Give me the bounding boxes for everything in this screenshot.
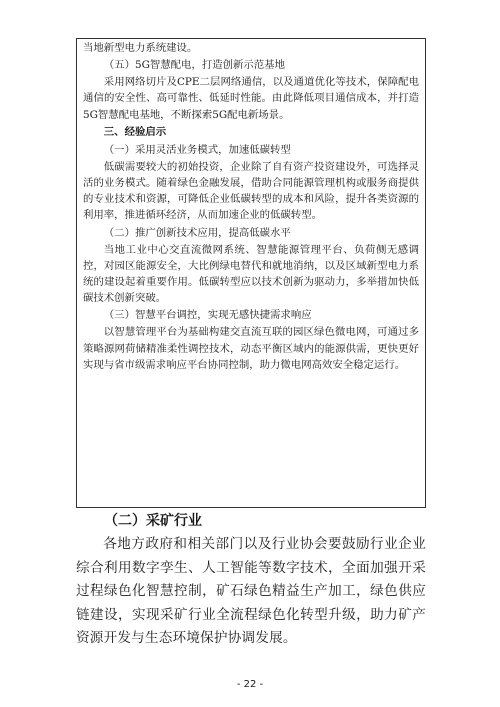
main-paragraph-mining: 各地方政府和相关部门以及行业协会要鼓励行业企业综合利用数字孪生、人工智能等数字技术，全面加强开采过程绿色化智慧控制，矿石绿色精益生产加工，绿色供应链建设，实现采矿行业全流程绿色化转型升级，助力矿产资源开发与生态环境保护协调发展。 [76, 536, 426, 647]
heading-smart-platform: （三）智慧平台调控，实现无感快捷需求响应 [103, 309, 312, 322]
heading-innovation-tech: （二）推广创新技术应用，提高低碳水平 [103, 226, 291, 239]
heading-flexible-business-model: （一）采用灵活业务模式，加速低碳转型 [103, 143, 291, 156]
paragraph-smart-platform: 以智慧管理平台为基础构建交直流互联的园区绿色微电网，可通过多策略源网荷储精准柔性调控技术，动态平衡区域内的能源供需，更快更好实现与省市级需求响应平台协同控制，助力微电网高效安全稳定运行。 [83, 326, 419, 371]
section-title-mining: （二）采矿行业 [104, 513, 202, 529]
paragraph-5g: 采用网络切片及CPE二层网络通信，以及通道优化等技术，保障配电通信的安全性、高可靠性、低延时性能。由此降低项目通信成本，并打造5G智慧配电基地，不断探索5G配电新场景。 [83, 76, 419, 121]
page-number: - 22 - [236, 679, 264, 690]
case-study-box [76, 38, 426, 508]
heading-5g-smart-distribution: （五）5G智慧配电，打造创新示范基地 [103, 59, 285, 72]
heading-experience: 三、经验启示 [103, 125, 167, 138]
paragraph-innovation-tech: 当地工业中心交直流微网系统、智慧能源管理平台、负荷侧无感调控，对园区能源安全，大比例绿电替代和就地消纳，以及区域新型电力系统的建设起着重要作用。低碳转型应以技术创新为驱动力，多举措加快低碳技术创新突破。 [83, 243, 419, 305]
paragraph-flexible-business-model: 低碳需要较大的初始投资，企业除了自有资产投资建设外，可选择灵活的业务模式。随着绿色金融发展，借助合同能源管理机构或服务商提供的专业技术和资源，可降低企业低碳转型的成本和风险，提升各类资源的利用率，推进循环经济，从而加速企业的低碳转型。 [83, 160, 419, 222]
intro-end-text: 当地新型电力系统建设。 [83, 42, 198, 54]
